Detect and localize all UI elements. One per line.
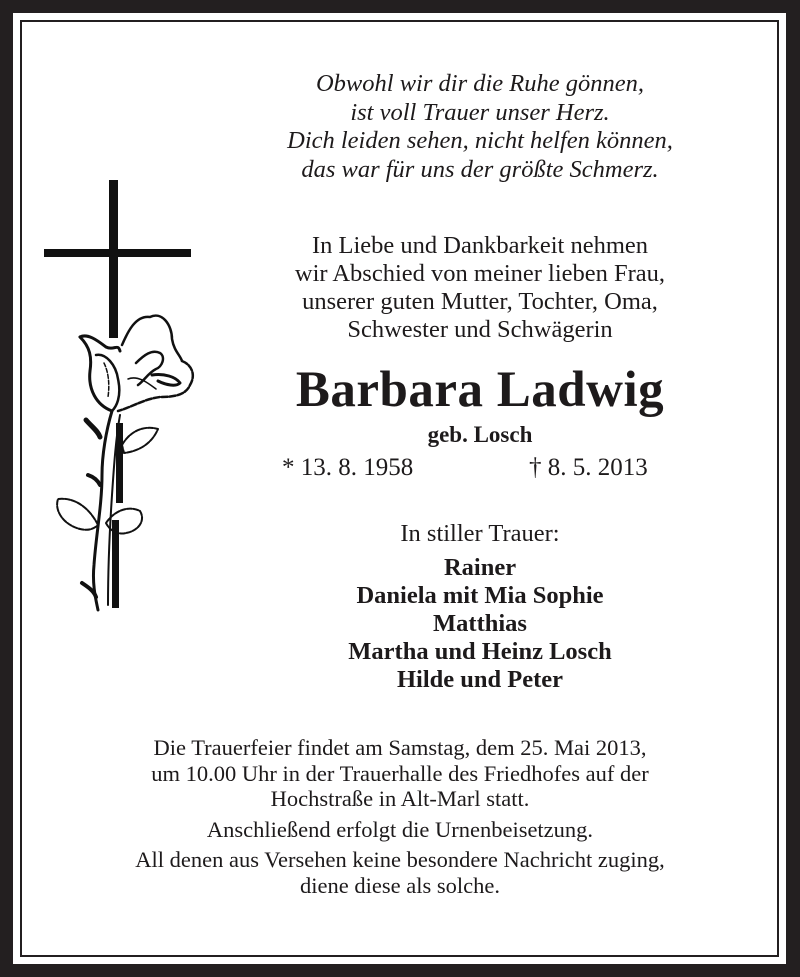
notice-note-line: All denen aus Versehen keine besondere Nachricht zuging,	[135, 847, 665, 872]
rose-icon	[57, 316, 193, 610]
mourner-name: Hilde und Peter	[396, 666, 564, 693]
cross-icon	[44, 180, 191, 338]
poem-line: ist voll Trauer unser Herz.	[350, 98, 610, 126]
maiden-name: geb. Losch	[427, 422, 533, 447]
urn-burial-note: Anschließend erfolgt die Urnenbeisetzung.	[206, 816, 594, 842]
ceremony-line: um 10.00 Uhr in der Trauerhalle des Friedhofes auf der	[151, 760, 649, 786]
ceremony-line: Die Trauerfeier findet am Samstag, dem 25. Mai 2013,	[153, 735, 647, 760]
notice-note-line: diene diese als solche.	[300, 872, 500, 898]
poem-line: das war für uns der größte Schmerz.	[301, 155, 659, 183]
death-date: † 8. 5. 2013	[529, 454, 648, 481]
mourners-list	[200, 554, 760, 694]
poem	[200, 70, 760, 184]
intro-line: unserer guten Mutter, Tochter, Oma,	[302, 288, 658, 315]
poem-line: Obwohl wir dir die Ruhe gönnen,	[315, 70, 644, 97]
cross-with-rose-icon	[40, 175, 200, 615]
mourner-name: Daniela mit Mia Sophie	[356, 582, 604, 609]
ceremony-line: Hochstraße in Alt-Marl statt.	[270, 786, 530, 811]
ceremony-info	[60, 735, 740, 898]
intro-line: In Liebe und Dankbarkeit nehmen	[311, 232, 649, 259]
mourner-name: Matthias	[433, 610, 527, 637]
mourner-name: Rainer	[443, 554, 517, 581]
intro-line: Schwester und Schwägerin	[347, 316, 613, 343]
intro-line: wir Abschied von meiner lieben Frau,	[294, 260, 666, 287]
poem-line: Dich leiden sehen, nicht helfen können,	[287, 127, 673, 154]
intro-text	[200, 232, 760, 344]
mourning-label: In stiller Trauer:	[400, 520, 560, 547]
birth-date: * 13. 8. 1958	[282, 454, 414, 481]
deceased-name: Barbara Ladwig	[295, 362, 665, 418]
mourner-name: Martha und Heinz Losch	[348, 638, 612, 665]
